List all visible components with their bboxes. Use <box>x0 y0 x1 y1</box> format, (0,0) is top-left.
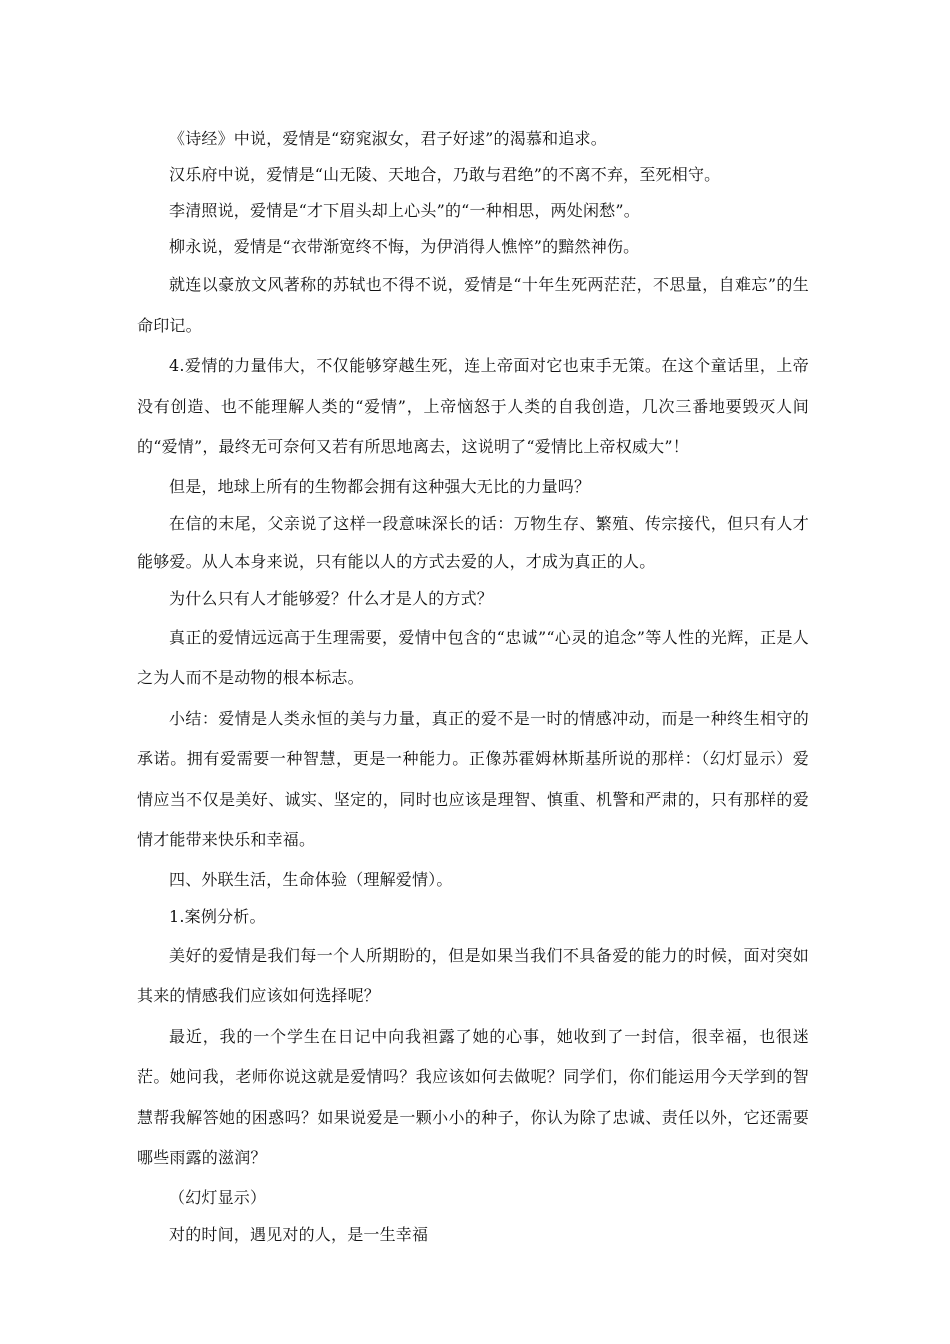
paragraph-true-love: 真正的爱情远远高于生理需要，爱情中包含的“忠诚”“心灵的追念”等人性的光辉，正是人之为人而不是动物的根本标志。 <box>137 627 809 687</box>
paragraph-summary: 小结：爱情是人类永恒的美与力量，真正的爱不是一时的情感冲动，而是一种终生相守的承诺。拥有爱需要一种智慧，更是一种能力。正像苏霍姆林斯基所说的那样：（幻灯显示）爱情应当不仅是美好、诚实、坚定的，同时也应该是理智、慎重、机警和严肃的，只有那样的爱情才能带来快乐和幸福。 <box>137 708 809 849</box>
paragraph-shijing: 《诗经》中说，爱情是“窈窕淑女，君子好逑”的渴慕和追求。 <box>169 129 607 148</box>
paragraph-beautiful-love: 美好的爱情是我们每一个人所期盼的，但是如果当我们不具备爱的能力的时候，面对突如其来的情感我们应该如何选择呢？ <box>137 945 809 1005</box>
paragraph-liu-yong: 柳永说，爱情是“衣带渐宽终不悔，为伊消得人憔悴”的黯然神伤。 <box>169 237 640 256</box>
paragraph-yuefu: 汉乐府中说，爱情是“山无陵、天地合，乃敢与君绝”的不离不弃，至死相守。 <box>169 165 721 184</box>
document-body <box>137 121 809 1254</box>
paragraph-question-human: 为什么只有人才能够爱？什么才是人的方式？ <box>169 589 494 608</box>
paragraph-slide-note: （幻灯显示） <box>169 1187 267 1207</box>
subheading-case-analysis: 1.案例分析。 <box>169 907 266 926</box>
paragraph-point-4: 4.爱情的力量伟大，不仅能够穿越生死，连上帝面对它也束手无策。在这个童话里，上帝没有创造、也不能理解人类的“爱情”，上帝恼怒于人类的自我创造，几次三番地要毁灭人间的“爱情”，最终无可奈何又若有所思地离去，这说明了“爱情比上帝权威大”！ <box>137 356 809 456</box>
paragraph-su-shi: 就连以豪放文风著称的苏轼也不得不说，爱情是“十年生死两茫茫，不思量，自难忘”的生命印记。 <box>137 275 809 335</box>
paragraph-li-qingzhao: 李清照说，爱情是“才下眉头却上心头”的“一种相思，两处闲愁”。 <box>169 201 640 220</box>
paragraph-father-letter: 在信的末尾，父亲说了这样一段意味深长的话：万物生存、繁殖、传宗接代，但只有人才能够爱。从人本身来说，只有能以人的方式去爱的人，才成为真正的人。 <box>137 514 809 571</box>
section-heading-4: 四、外联生活，生命体验（理解爱情）。 <box>169 869 453 889</box>
paragraph-student-diary: 最近，我的一个学生在日记中向我袒露了她的心事，她收到了一封信，很幸福，也很迷茫。她问我，老师你说这就是爱情吗？我应该如何去做呢？同学们，你们能运用今天学到的智慧帮我解答她的困惑吗？如果说爱是一颗小小的种子，你认为除了忠诚、责任以外，它还需要哪些雨露的滋润？ <box>137 1026 809 1167</box>
paragraph-right-time: 对的时间，遇见对的人，是一生幸福 <box>169 1225 429 1244</box>
paragraph-question-power: 但是，地球上所有的生物都会拥有这种强大无比的力量吗？ <box>169 476 591 496</box>
